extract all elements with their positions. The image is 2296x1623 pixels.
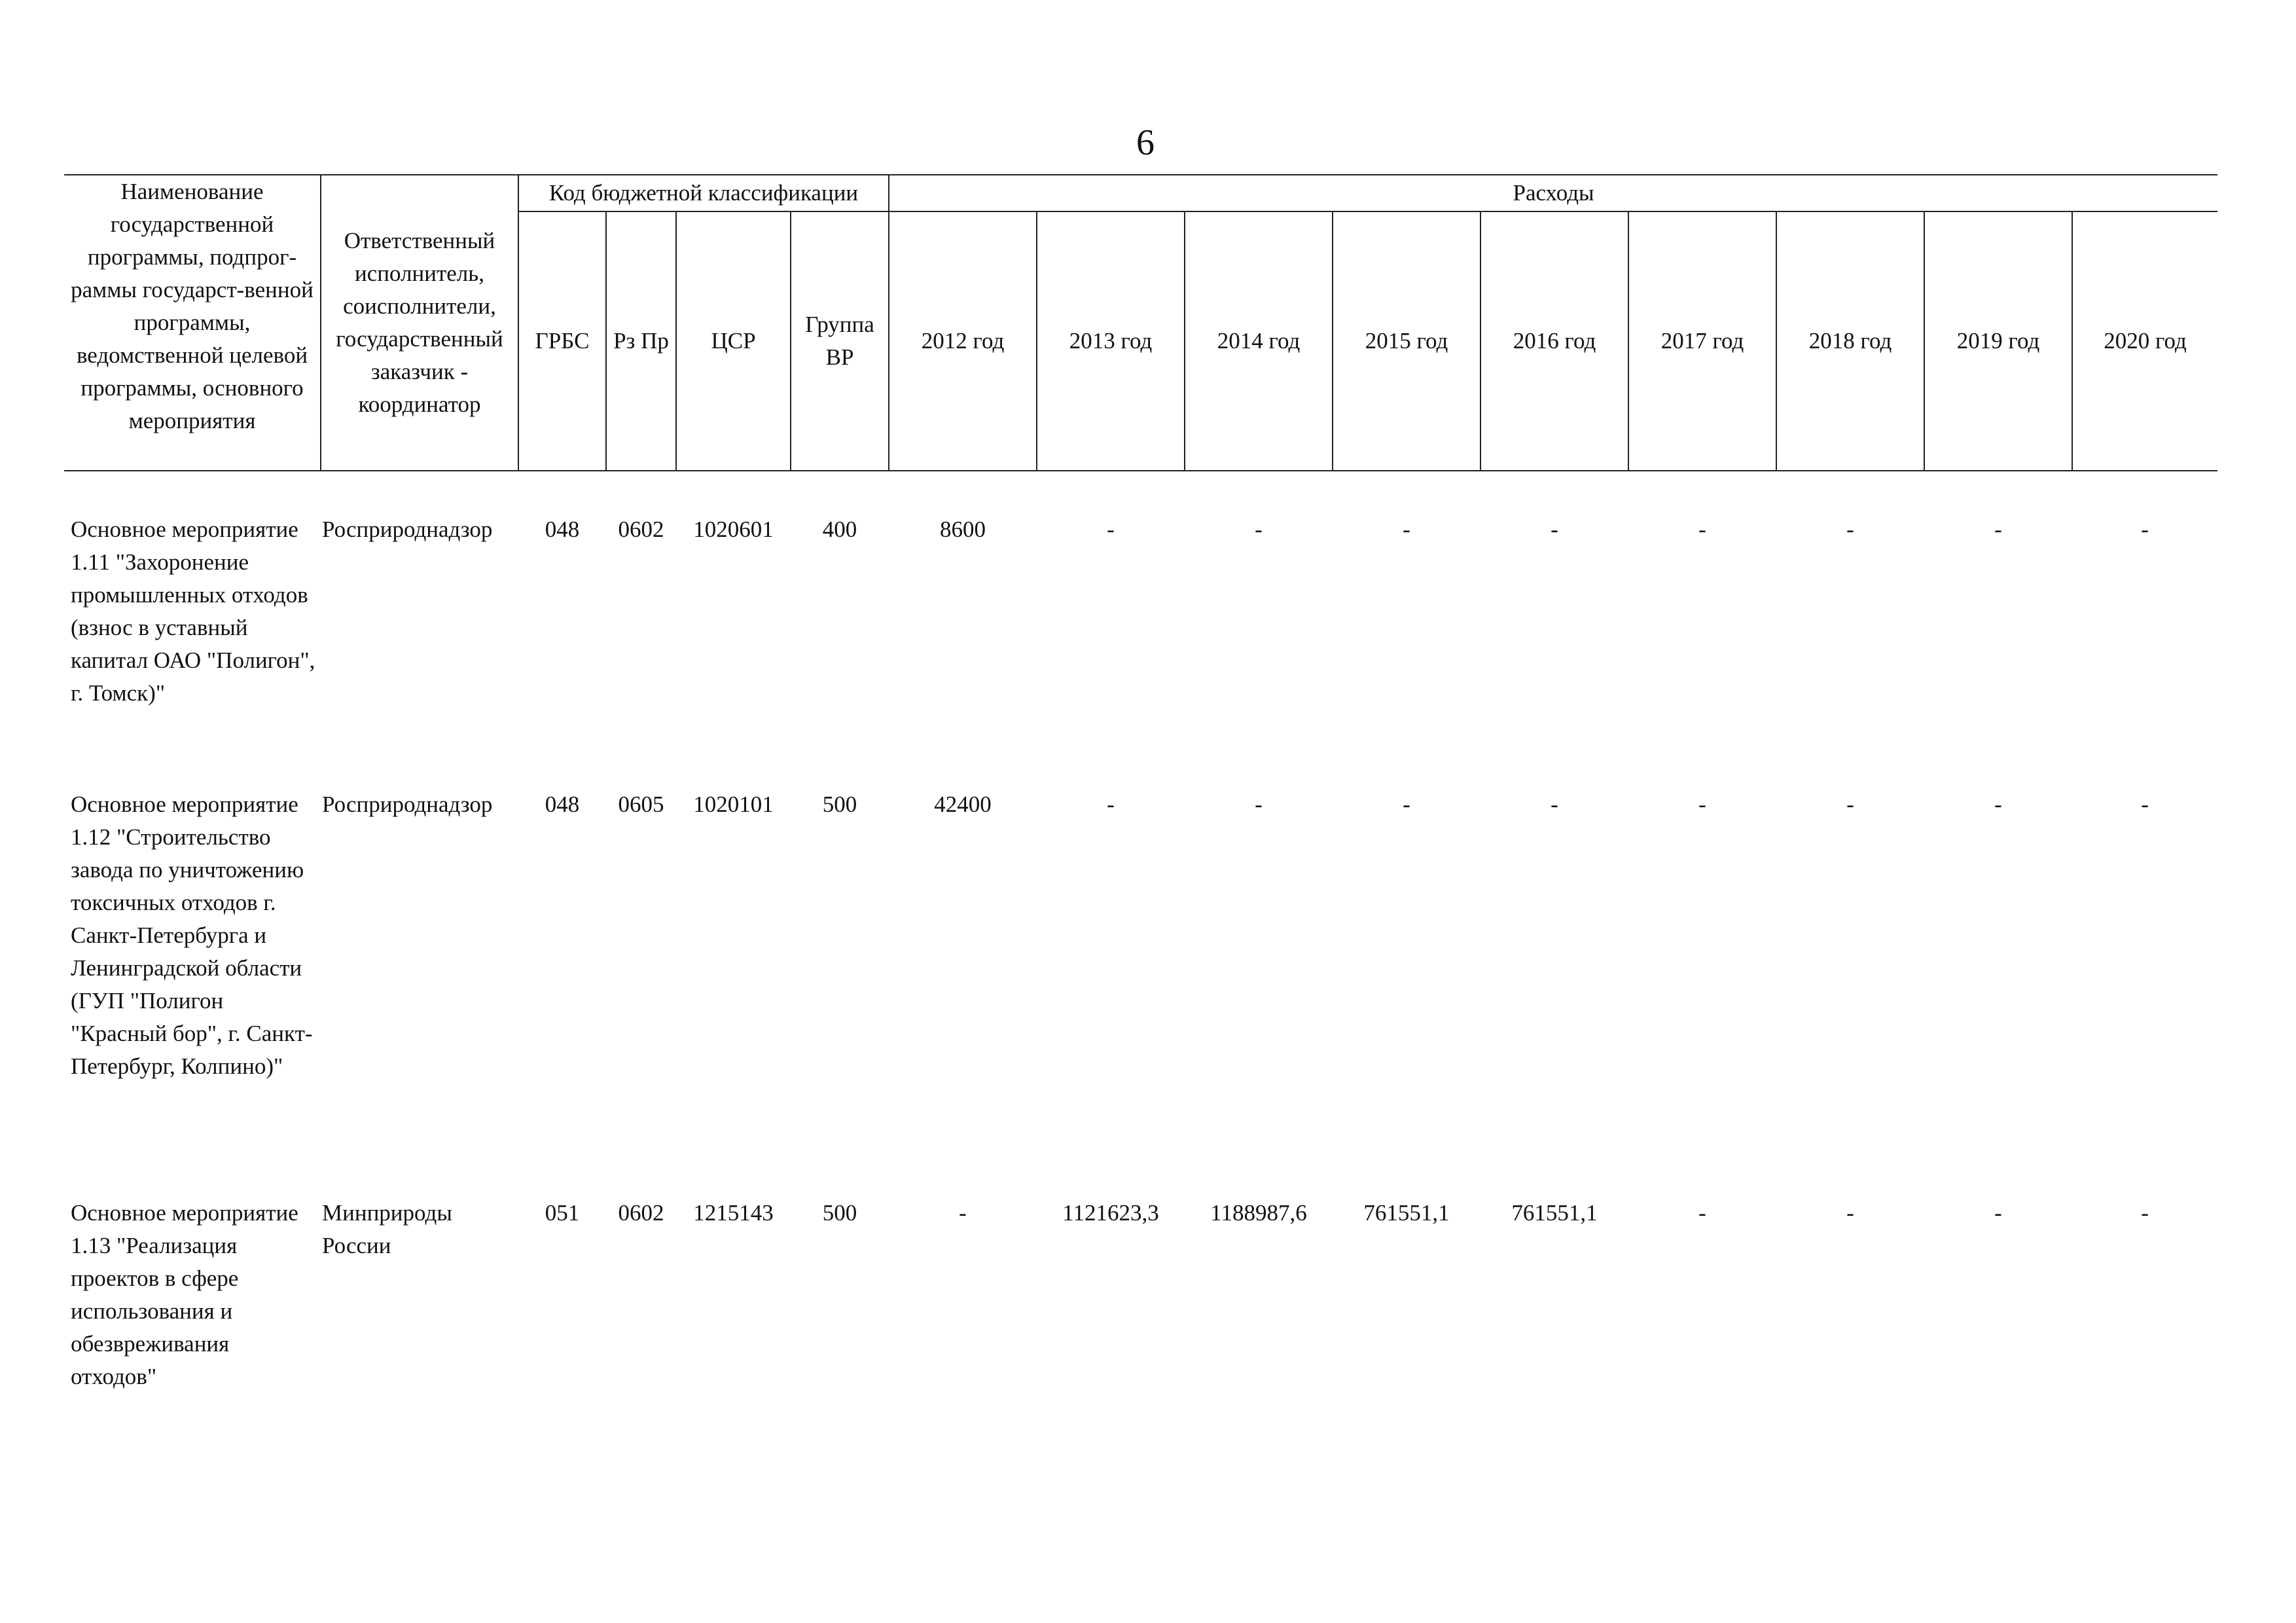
cell-program-name: Основное мероприятие 1.11 "Захоронение промышленных отходов (взнос в уставный капитал ОАО "Полигон", г. Томск)" xyxy=(71,517,315,706)
cell-program-name: Основное мероприятие 1.13 "Реализация проектов в сфере использования и обезвреживания отходов" xyxy=(71,1200,298,1389)
cell-vr: 500 xyxy=(822,1200,857,1226)
spacer-row xyxy=(64,471,2217,509)
cell-year-value: 42400 xyxy=(934,792,992,817)
header-vr: Группа ВР xyxy=(791,211,889,471)
cell-grbs: 051 xyxy=(545,1200,580,1226)
cell-rzpr: 0602 xyxy=(618,1200,664,1226)
cell-year-value: 8600 xyxy=(940,517,986,542)
table-row xyxy=(64,784,2217,1193)
cell-grbs: 048 xyxy=(545,792,580,817)
cell-program-name: Основное мероприятие 1.12 "Строительство завода по уничтожению токсичных отходов г. Санкт-Петербурга и Ленинградской области (ГУП "Полигон "Красный бор", г. Санкт-Петербург, Колпино)" xyxy=(71,792,313,1079)
cell-year-value: - xyxy=(1846,1200,1854,1226)
cell-year-value: - xyxy=(1846,517,1854,542)
cell-year-value: - xyxy=(2141,792,2149,817)
cell-year-value: - xyxy=(1255,792,1263,817)
cell-year-value: - xyxy=(1551,792,1558,817)
cell-year-value: - xyxy=(959,1200,967,1226)
cell-year-value: 761551,1 xyxy=(1363,1200,1450,1226)
cell-year-value: - xyxy=(1551,517,1558,542)
cell-responsible: Росприроднадзор xyxy=(322,792,493,817)
header-year: 2020 год xyxy=(2072,211,2217,471)
cell-year-value: - xyxy=(1403,517,1410,542)
header-year: 2013 год xyxy=(1037,211,1185,471)
cell-rzpr: 0602 xyxy=(618,517,664,542)
cell-year-value: - xyxy=(1846,792,1854,817)
header-expenses-group: Расходы xyxy=(889,175,2217,211)
table-row xyxy=(64,509,2217,784)
cell-year-value: - xyxy=(1107,517,1115,542)
cell-csr: 1020101 xyxy=(693,792,774,817)
cell-year-value: - xyxy=(2141,1200,2149,1226)
cell-rzpr: 0605 xyxy=(618,792,664,817)
header-responsible: Ответственный исполнитель, соисполнители, государственный заказчик - координатор xyxy=(321,175,518,471)
header-program-name: Наименование государственной программы, подпрог-раммы государст-венной программы, ведомственной целевой программы, основного мероприятия xyxy=(64,175,321,471)
cell-grbs: 048 xyxy=(545,517,580,542)
header-year: 2015 год xyxy=(1333,211,1480,471)
header-row-top xyxy=(64,175,2217,211)
cell-year-value: - xyxy=(1107,792,1115,817)
cell-year-value: - xyxy=(1698,792,1706,817)
header-budget-code-group: Код бюджетной классификации xyxy=(518,175,889,211)
header-year: 2016 год xyxy=(1480,211,1628,471)
cell-vr: 400 xyxy=(822,517,857,542)
cell-year-value: 1188987,6 xyxy=(1210,1200,1307,1226)
cell-year-value: - xyxy=(1994,1200,2002,1226)
cell-year-value: 1121623,3 xyxy=(1062,1200,1159,1226)
header-rzpr: Рз Пр xyxy=(606,211,676,471)
header-year: 2014 год xyxy=(1185,211,1333,471)
cell-responsible: Минприроды России xyxy=(322,1200,452,1258)
cell-year-value: 761551,1 xyxy=(1511,1200,1598,1226)
header-grbs: ГРБС xyxy=(518,211,606,471)
cell-year-value: - xyxy=(1403,792,1410,817)
header-csr: ЦСР xyxy=(676,211,791,471)
budget-table xyxy=(64,174,2217,1452)
page-number: 6 xyxy=(1136,122,1155,163)
cell-year-value: - xyxy=(1698,1200,1706,1226)
header-year: 2012 год xyxy=(889,211,1037,471)
header-year: 2019 год xyxy=(1924,211,2072,471)
cell-csr: 1020601 xyxy=(693,517,774,542)
table-row xyxy=(64,1193,2217,1452)
cell-year-value: - xyxy=(1994,517,2002,542)
cell-responsible: Росприроднадзор xyxy=(322,517,493,542)
cell-year-value: - xyxy=(2141,517,2149,542)
header-year: 2017 год xyxy=(1628,211,1776,471)
cell-vr: 500 xyxy=(822,792,857,817)
cell-year-value: - xyxy=(1698,517,1706,542)
header-year: 2018 год xyxy=(1776,211,1924,471)
cell-year-value: - xyxy=(1255,517,1263,542)
cell-csr: 1215143 xyxy=(693,1200,774,1226)
cell-year-value: - xyxy=(1994,792,2002,817)
